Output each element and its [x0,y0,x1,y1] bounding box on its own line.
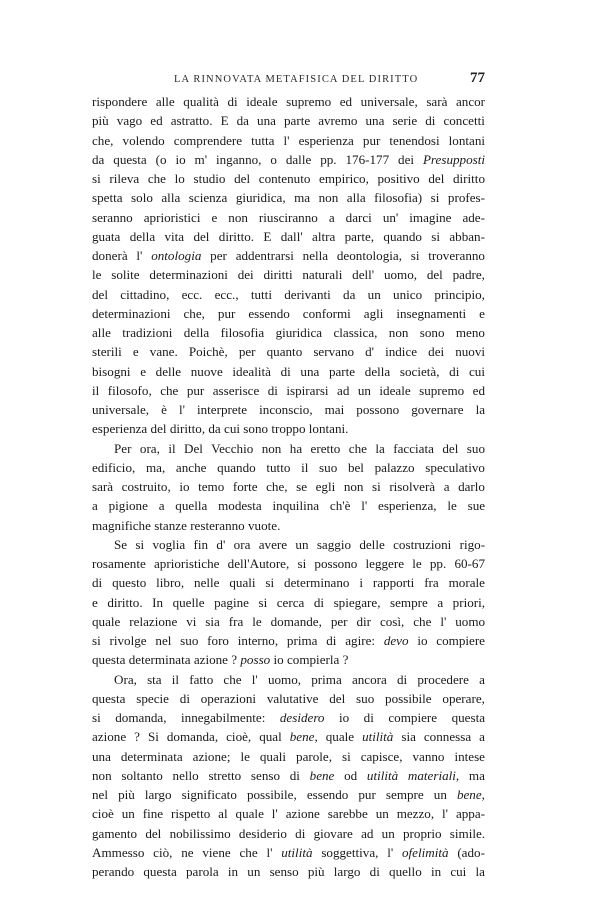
running-title: LA RINNOVATA METAFISICA DEL DIRITTO [174,74,419,85]
text-line: magnifiche stanze resteranno vuote. [92,517,281,533]
text-line: le solite determinazioni dei diritti naturali dell' uomo, del padre, [92,267,485,283]
text-line: più vago ed astratto. E da una parte avremo una serie di concetti [92,113,485,129]
text-line: del cittadino, ecc. ecc., tutti derivanti da un unico principio, [92,286,485,302]
text-line: cioè un fine rispetto al quale l' azione sarebbe un mezzo, l' appa- [92,806,485,822]
text-line: Per ora, il Del Vecchio non ha eretto che la facciata del suo [114,440,485,456]
text-line: guata della vita del diritto. E dall' altra parte, quando si abban- [92,228,485,244]
text-line: gamento del nobilissimo desiderio di giovare ad un proprio simile. [92,825,485,841]
text-line: quale relazione vi sia fra le domande, per dir così, che l' uomo [92,613,485,629]
text-line: bisogni e delle nuove idealità di una parte della società, di cui [92,363,485,379]
text-line: si rivolge nel suo foro interno, prima di agire: devo io compiere [92,633,485,648]
text-line: una determinata azione; le quali parole, si capisce, vanno intese [92,748,485,764]
text-line: spetta solo alla scienza giuridica, ma non alla filosofia) si profes- [92,190,485,206]
text-line: universale, è l' interprete inconscio, mai possono governare la [92,402,485,417]
text-line: rosamente aprioristiche dell'Autore, si possono leggere le pp. 60-67 [92,556,485,571]
text-line: Ammesso ciò, ne viene che l' utilità soggettiva, l' ofelimità (ado- [92,844,485,860]
text-line: alle tradizioni della filosofia giuridica classica, non sono meno [92,325,485,340]
page-header [92,68,485,90]
text-line: questa specie di operazioni valutative del suo possibile operare, [92,690,485,706]
text-line: perando questa parola in un senso più largo di quello in cui la [92,864,485,879]
text-line: non soltanto nello stretto senso di bene od utilità materiali, ma [92,767,485,783]
text-line: seranno aprioristici e non riusciranno a darci un' imagine ade- [92,209,485,225]
text-line: determinazioni che, pur essendo conformi agli insegnamenti e [92,305,485,321]
text-line: edificio, ma, anche quando tutto il suo bel palazzo speculativo [92,459,485,475]
text-line: Se si voglia fin d' ora avere un saggio delle costruzioni rigo- [114,536,485,552]
text-line: Ora, sta il fatto che l' uomo, prima ancora di procedere a [114,671,485,687]
text-line: esperienza del diritto, da cui sono troppo lontani. [92,421,349,437]
text-line: da questa (o io m' inganno, o dalle pp. 176-177 dei Presupposti [92,151,485,167]
text-line: a pigione a quella modesta inquilina ch'è l' esperienza, le sue [92,498,485,514]
text-line: rispondere alle qualità di ideale supremo ed universale, sarà ancor [92,94,485,109]
body-text [92,92,485,881]
page-number: 77 [470,70,485,86]
text-line: di questo libro, nelle quali si determinano i rapporti fra morale [92,575,485,591]
text-line: donerà l' ontologia per addentrarsi nella deontologia, si troveranno [92,248,485,263]
text-line: nel più largo significato possibile, essendo pur sempre un bene, [92,787,485,802]
text-line: azione ? Si domanda, cioè, qual bene, quale utilità sia connessa a [92,729,485,745]
text-line: questa determinata azione ? posso io compierla ? [92,652,349,668]
text-line: si rileva che lo studio del contenuto empirico, positivo del diritto [92,171,485,186]
text-line: e diritto. In quelle pagine si cerca di spiegare, sempre a priori, [92,594,485,610]
text-line: sterili e vane. Poichè, per quanto servano d' indice dei nuovi [92,344,485,360]
text-line: il filosofo, che pur asserisce di ispirarsi ad un ideale supremo ed [92,382,485,398]
text-line: si domanda, innegabilmente: desidero io di compiere questa [92,710,485,725]
text-line: sarà costruito, io temo forte che, se egli non si risolverà a darlo [92,479,485,494]
text-line: che, volendo comprendere tutta l' esperienza pur tenendosi lontani [92,132,485,148]
